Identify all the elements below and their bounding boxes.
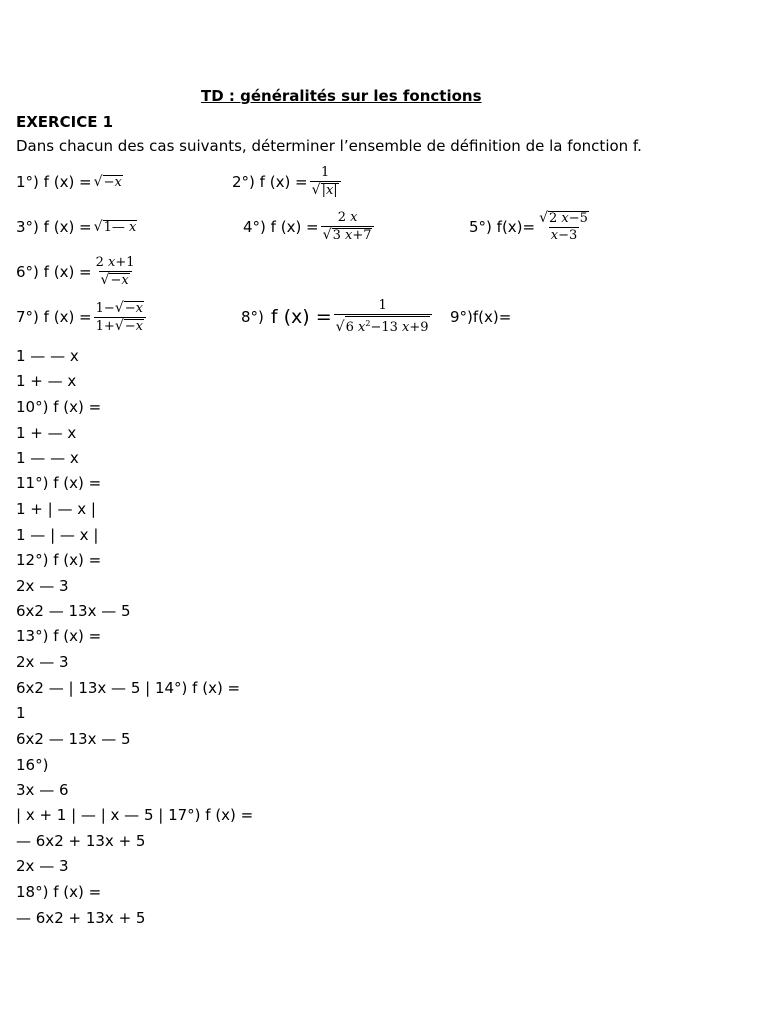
text-line: 10°) f (x) =	[16, 398, 102, 416]
page-title: TD : généralités sur les fonctions	[201, 87, 482, 105]
exercise-label: f (x) =	[270, 306, 332, 328]
text-line: 13°) f (x) =	[16, 627, 102, 645]
exercise-heading: EXERCICE 1	[16, 113, 114, 131]
text-line: 18°) f (x) =	[16, 883, 102, 901]
text-line: 1 — — x	[16, 347, 79, 365]
formula: 1 √ |x|	[310, 166, 341, 198]
text-line: 1 + | — x |	[16, 500, 96, 518]
text-line: 6x2 — 13x — 5	[16, 730, 131, 748]
exercise-item-3	[16, 205, 137, 249]
text-line: 2x — 3	[16, 653, 69, 671]
text-line: 16°)	[16, 756, 49, 774]
text-line: 12°) f (x) =	[16, 551, 102, 569]
exercise-item-7	[16, 295, 146, 339]
exercise-item-9	[450, 295, 511, 339]
text-line: 1 — | — x |	[16, 526, 99, 544]
exercise-item-2	[232, 160, 341, 204]
text-line: — 6x2 + 13x + 5	[16, 909, 146, 927]
text-line: 11°) f (x) =	[16, 474, 102, 492]
formula: √ −x	[93, 174, 122, 190]
exercise-label: 5°) f(x)=	[469, 218, 536, 236]
formula: 1− √ −x 1+ √ −x	[94, 301, 146, 334]
formula: 2 x √ 3 x+7	[321, 211, 375, 243]
text-line: 1 — — x	[16, 449, 79, 467]
text-line: 1	[16, 704, 26, 722]
exercise-label-prefix: 8°)	[241, 308, 264, 326]
text-line: 1 + — x	[16, 372, 77, 390]
exercise-item-1	[16, 160, 123, 204]
exercise-label: 3°) f (x) =	[16, 218, 92, 236]
text-line: 2x — 3	[16, 577, 69, 595]
text-line: 6x2 — | 13x — 5 | 14°) f (x) =	[16, 679, 241, 697]
text-line: 6x2 — 13x — 5	[16, 602, 131, 620]
formula: 1 √ 6 $x^2-13$ x+9	[334, 299, 432, 335]
exercise-item-8	[241, 295, 432, 339]
formula: √ 1— x	[93, 219, 137, 235]
exercise-label: 4°) f (x) =	[243, 218, 319, 236]
exercise-label: 2°) f (x) =	[232, 173, 308, 191]
exercise-item-4	[243, 205, 374, 249]
text-line: 2x — 3	[16, 857, 69, 875]
exercise-instructions: Dans chacun des cas suivants, déterminer l’ensemble de définition de la fonction f.	[16, 137, 642, 155]
text-line: 3x — 6	[16, 781, 69, 799]
formula: 2 x+1 √ −x	[95, 255, 135, 288]
exercise-label: 9°)f(x)=	[450, 308, 512, 326]
text-line: | x + 1 | — | x — 5 | 17°) f (x) =	[16, 806, 254, 824]
exercise-label: 7°) f (x) =	[16, 308, 92, 326]
text-line: — 6x2 + 13x + 5	[16, 832, 146, 850]
exercise-label: 6°) f (x) =	[16, 263, 92, 281]
text-line: 1 + — x	[16, 424, 77, 442]
formula: √ 2 x−5 x−3	[539, 210, 588, 243]
exercise-label: 1°) f (x) =	[16, 173, 92, 191]
exercise-item-6	[16, 250, 137, 294]
exercise-item-5	[469, 205, 591, 249]
